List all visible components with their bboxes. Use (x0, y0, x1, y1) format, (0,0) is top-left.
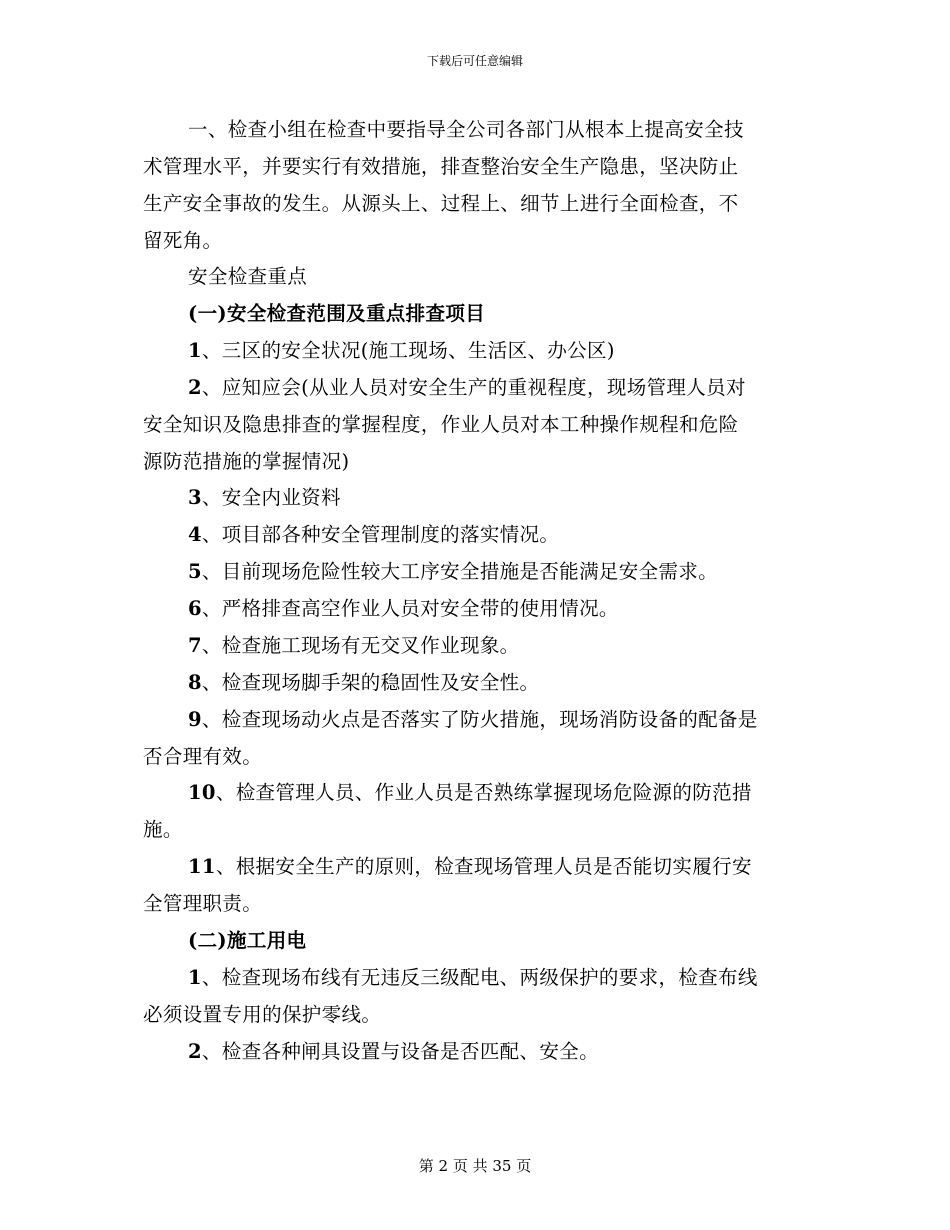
item-number: 7 (188, 634, 202, 657)
item-text: 、严格排查高空作业人员对安全带的使用情况。 (201, 597, 619, 620)
text-line: 生产安全事故的发生。从源头上、过程上、细节上进行全面检查，不 (143, 192, 739, 215)
item-number: 8 (188, 671, 202, 694)
text-line: 否合理有效。 (143, 745, 263, 768)
item-text: 、目前现场危险性较大工序安全措施是否能满足安全需求。 (201, 560, 719, 583)
list-item (188, 966, 758, 990)
list-item (188, 486, 341, 510)
list-item (188, 671, 539, 695)
item-number: 9 (188, 708, 202, 731)
text-line: 全管理职责。 (143, 892, 263, 915)
list-item (188, 708, 758, 732)
item-text: 、应知应会(从业人员对安全生产的重视程度，现场管理人员对 (201, 376, 746, 399)
item-text: 、项目部各种安全管理制度的落实情况。 (201, 523, 560, 546)
item-number: 1 (188, 966, 202, 989)
text-line: 必须设置专用的保护零线。 (143, 1003, 382, 1026)
list-item (188, 523, 559, 547)
item-number: 1 (188, 339, 202, 362)
section-heading-1: (一)安全检查范围及重点排查项目 (188, 302, 486, 325)
list-item (188, 339, 615, 363)
list-item (188, 597, 619, 621)
list-item (188, 781, 752, 805)
item-text: 、检查现场布线有无违反三级配电、两级保护的要求，检查布线 (201, 966, 758, 989)
section-label: 安全检查重点 (188, 265, 308, 288)
list-item (188, 855, 752, 879)
text-line: 一、检查小组在检查中要指导全公司各部门从根本上提高安全技 (188, 118, 744, 141)
item-number: 3 (188, 486, 202, 509)
list-item (188, 1040, 599, 1064)
item-text: 、三区的安全状况(施工现场、生活区、办公区) (201, 339, 615, 362)
list-item (188, 634, 520, 658)
section-heading-2: (二)施工用电 (188, 929, 307, 952)
item-text: 、检查现场脚手架的稳固性及安全性。 (201, 671, 540, 694)
item-number: 6 (188, 597, 202, 620)
item-number: 2 (188, 376, 202, 399)
item-number: 11 (188, 855, 216, 878)
item-text: 、检查施工现场有无交叉作业现象。 (201, 634, 520, 657)
text-line: 留死角。 (143, 229, 223, 252)
item-text: 、检查各种闸具设置与设备是否匹配、安全。 (201, 1040, 599, 1063)
page-footer: 第 2 页 共 35 页 (418, 1157, 532, 1175)
item-number: 10 (188, 781, 216, 804)
list-item (188, 376, 746, 400)
text-line: 施。 (143, 818, 183, 841)
text-line: 术管理水平，并要实行有效措施，排查整治安全生产隐患，坚决防止 (143, 155, 739, 178)
item-number: 4 (188, 523, 202, 546)
item-text: 、安全内业资料 (201, 486, 341, 509)
item-text: 、检查管理人员、作业人员是否熟练掌握现场危险源的防范措 (215, 781, 752, 804)
text-line: 安全知识及隐患排查的掌握程度，作业人员对本工种操作规程和危险 (143, 413, 739, 436)
text-line: 源防范措施的掌握情况) (143, 450, 350, 473)
item-number: 2 (188, 1040, 202, 1063)
item-number: 5 (188, 560, 202, 583)
list-item (188, 560, 718, 584)
page-header: 下载后可任意编辑 (426, 54, 523, 68)
item-text: 、检查现场动火点是否落实了防火措施，现场消防设备的配备是 (201, 708, 758, 731)
item-text: 、根据安全生产的原则，检查现场管理人员是否能切实履行安 (215, 855, 752, 878)
